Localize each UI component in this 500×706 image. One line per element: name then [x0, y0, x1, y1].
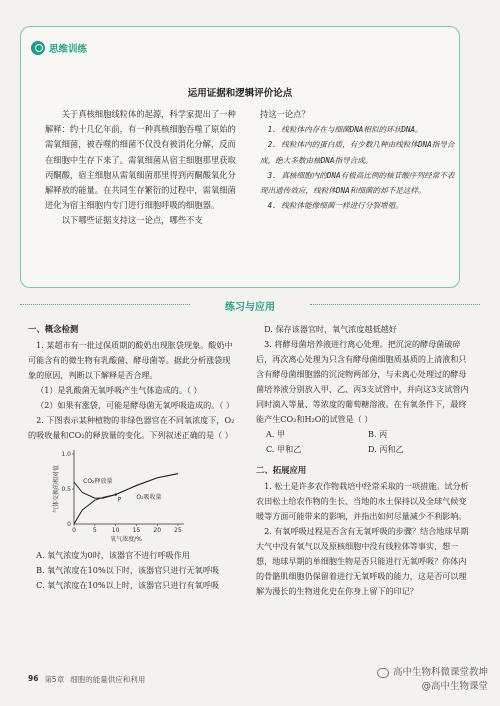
option: B. 氧气浓度在10%以下时，该器官只进行无氧呼吸	[36, 565, 219, 575]
page-number: 96	[28, 674, 39, 683]
question-stem: 1. 某超市有一批过保质期的酸奶出现胀袋现象。酸奶中可能含有的微生物有乳酸菌、酵母菌等。据此分析涨袋现象的原因，判断以下解释是否合理。	[28, 340, 233, 380]
divider	[310, 304, 480, 305]
options-grid	[256, 427, 470, 457]
evidence-item: 3. 真核细胞内的DNA有极高比例的核苷酸序列经常不表现出遗传效应，线粒体DNA和细菌的却不是这样。	[259, 170, 455, 196]
thinking-right-column	[260, 107, 455, 229]
y-tick-label: 0.5	[61, 486, 71, 493]
wechat-icon	[377, 668, 389, 678]
x-tick-label: 25	[174, 527, 182, 534]
thinking-training-box	[20, 26, 460, 288]
page-footer	[28, 674, 145, 685]
option: D. 丙和乙	[368, 444, 404, 454]
thinking-paragraph: 以下哪些证据支持这一论点，哪些不支	[61, 215, 203, 226]
thinking-badge-icon	[31, 41, 45, 55]
part-heading: 一、概念检测	[28, 324, 79, 334]
evidence-item: 4. 线粒体能像细菌一样进行分裂增殖。	[267, 201, 403, 211]
x-axis-label: 氧气浓度/%	[110, 536, 142, 543]
point-p	[114, 493, 116, 495]
thinking-lead: 持这一论点？	[259, 109, 310, 119]
x-tick-label: 10	[111, 527, 120, 534]
question-stem: 3. 将酵母菌培养液进行离心处理。把沉淀的酵母菌破碎后，再次离心处理为只含有酵母菌细胞质基质的上清液和只含有酵母菌细胞器的沉淀物两部分，与未离心处理过的酵母菌培养液分别放入甲、乙、丙3支试管中，并向这3支试管内同时滴入等量、等浓度的葡萄糖溶液。在有氧条件下，最终能产生CO₂和H₂O的试管是（ ）	[256, 339, 469, 424]
watermark-line: @高中生物课堂	[421, 681, 488, 692]
exercise-left-column	[28, 322, 238, 593]
gas-exchange-chart	[28, 446, 228, 544]
evidence-item: 2. 线粒体内的蛋白质，有少数几种由线粒体DNA指导合成，绝大多数由核DNA指导合成。	[259, 140, 455, 165]
thinking-left-column	[45, 107, 244, 229]
watermark	[377, 666, 488, 694]
option: C. 氧气浓度在10%以上时，该器官只进行有氧呼吸	[36, 580, 219, 590]
chart-svg	[28, 446, 228, 544]
thinking-paragraph: 关于真核细胞线粒体的起源，科学家提出了一种解释：约十几亿年前，有一种真核细胞吞噬了原始的需氧细菌，被吞噬的细菌不仅没有被消化分解，反而在细胞中生存下来了。需氧细菌从宿主细胞那里获取丙酮酸，宿主细胞从需氧细菌那里得到丙酮酸氧化分解释放的能量。在共同生存繁衍的过程中，需氧细菌进化为宿主细胞内专门进行细胞呼吸的细胞器。	[45, 109, 236, 211]
part-heading: 二、拓展应用	[256, 465, 307, 475]
option: D. 保存该器官时，氧气浓度越低越好	[264, 324, 397, 334]
y-tick-label: 1.0	[61, 451, 71, 458]
x-tick-label: 0	[72, 527, 76, 534]
option: A. 氧气浓度为0时，该器官不进行呼吸作用	[36, 550, 190, 560]
option: B. 丙	[368, 429, 388, 439]
question-stem: 1. 松土是许多农作物栽培中经常采取的一项措施。试分析农田松土给农作物的生长、当地的水土保持以及全球气候变暖等方面可能带来的影响，并指出如何尽量减少不利影响。	[256, 481, 469, 521]
point-label: P	[117, 496, 122, 504]
thinking-badge-label: 思维训练	[49, 44, 88, 55]
watermark-line: 高中生物科微课堂教坤	[392, 667, 488, 678]
evidence-item: 1. 线粒体内存在与细菌DNA相似的环状DNA。	[267, 125, 423, 135]
x-tick-label: 15	[132, 527, 141, 534]
question-item: （2）如果有涨袋，可能是酵母菌无氧呼吸造成的。（ ）	[36, 400, 235, 410]
y-axis-label: 气体交换的相对值	[53, 464, 60, 514]
chapter-title: 细胞的能量供应和利用	[70, 675, 146, 684]
y-tick-label: 0	[67, 521, 71, 528]
exercise-right-column	[256, 322, 470, 599]
chapter-number: 第5章	[44, 675, 65, 684]
series-label: O₂吸收量	[136, 493, 162, 501]
option: A. 甲	[266, 429, 286, 439]
question-stem: 2. 下图表示某种植物的非绿色器官在不同氧浓度下，O₂的吸收量和CO₂的释放量的变化。下列叙述正确的是（ ）	[28, 415, 235, 440]
question-item: （1）是乳酸菌无氧呼吸产生气体造成的。（ ）	[36, 385, 202, 395]
question-stem: 2. 有氧呼吸过程是否含有无氧呼吸的步骤？结合地球早期大气中没有氧气以及原核细胞中没有线粒体等事实，想一想，地球早期的单细胞生物是否只能进行无氧呼吸？你体内的骨骼肌细胞仍保留着进行无氧呼吸的能力，这是否可以理解为漫长的生物进化史在你身上留下的印记？	[256, 526, 469, 596]
option: C. 甲和乙	[266, 444, 302, 454]
exercise-section-header	[20, 296, 480, 314]
thinking-title: 运用证据和逻辑评价论点	[187, 88, 293, 99]
series-label: CO₂释放量	[83, 478, 113, 485]
section-title: 练习与应用	[225, 302, 275, 313]
x-tick-label: 5	[92, 527, 97, 534]
x-tick-label: 20	[153, 527, 162, 534]
thinking-badge	[31, 41, 87, 55]
